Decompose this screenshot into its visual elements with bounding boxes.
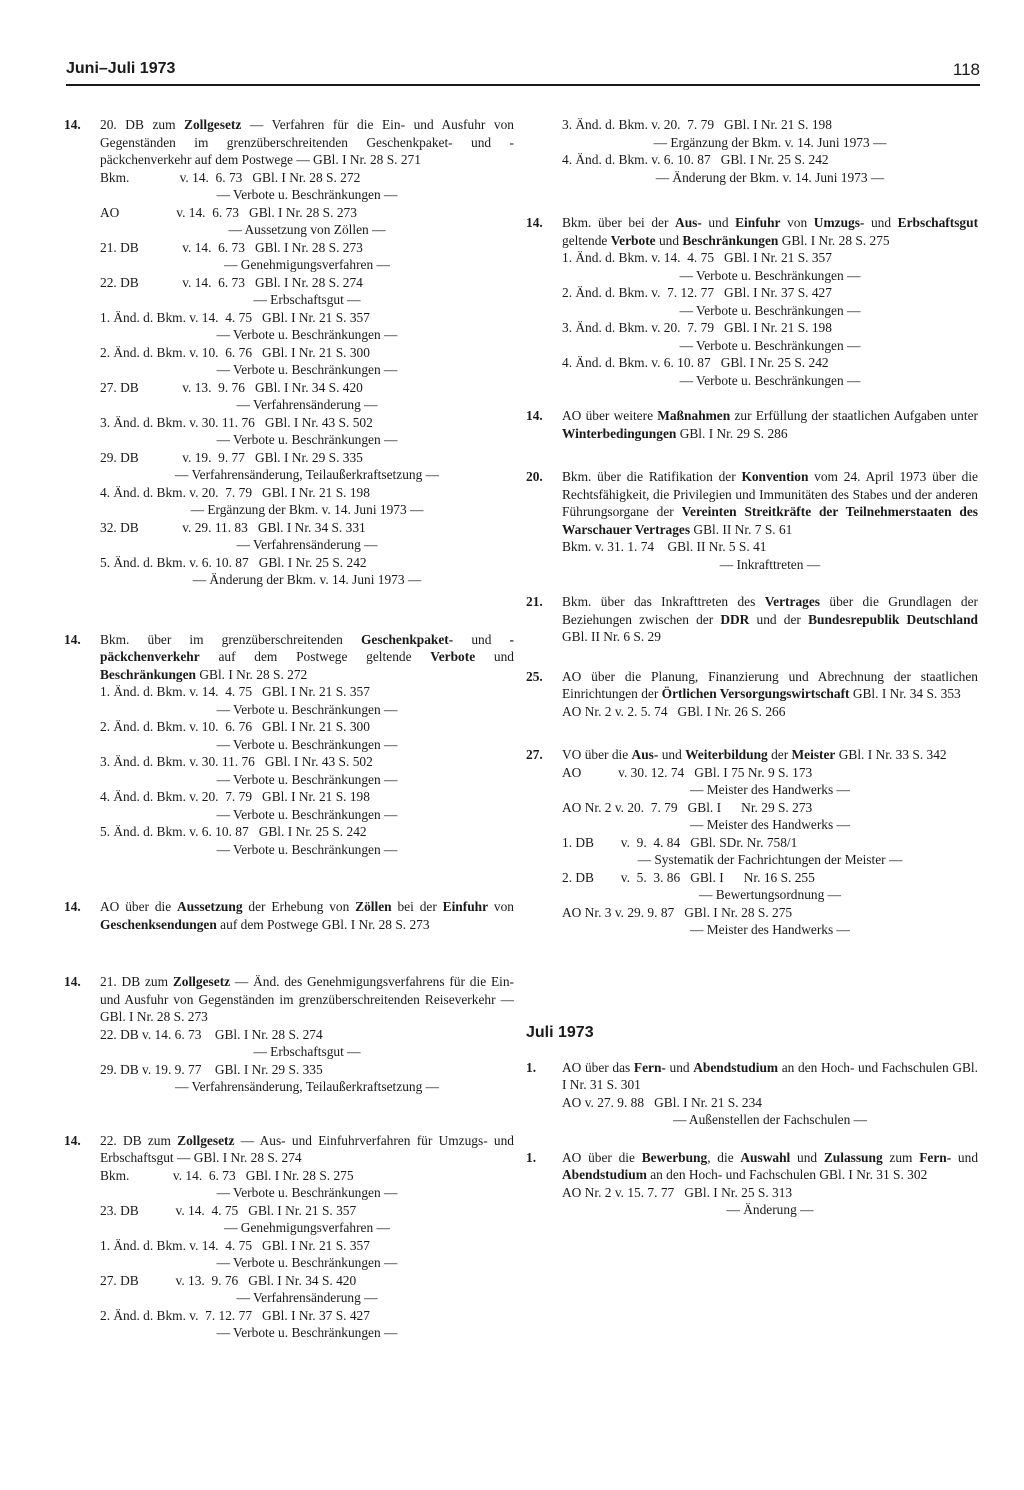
entry-title: AO über die Aussetzung der Erhebung von Zöllen bei der Einfuhr von Geschenksendungen auf dem Postwege GBl. I Nr. 28 S. 273 <box>100 899 514 932</box>
amendment-note: — Ergänzung der Bkm. v. 14. Juni 1973 — <box>653 134 887 150</box>
amendment-note: — Verbote u. Beschränkungen — <box>216 432 398 447</box>
amendment-reference: 2. Änd. d. Bkm. v. 7. 12. 77 GBl. I Nr. 37 S. 427 <box>100 1307 370 1323</box>
amendment-reference: 2. DB v. 5. 3. 86 GBl. I Nr. 16 S. 255 <box>562 869 815 885</box>
amendment-reference: AO Nr. 2 v. 15. 7. 77 GBl. I Nr. 25 S. 313 <box>562 1184 793 1200</box>
register-entry <box>526 468 978 573</box>
register-entry <box>526 1023 978 1043</box>
amendment-reference: AO v. 27. 9. 88 GBl. I Nr. 21 S. 234 <box>562 1094 762 1110</box>
entry-day: 14. <box>64 117 81 132</box>
amendment-note: — Inkrafttreten — <box>719 556 821 572</box>
amendment-note: — Änderung — <box>726 1202 814 1217</box>
amendment-reference: AO Nr. 2 v. 2. 5. 74 GBl. I Nr. 26 S. 266 <box>562 703 786 719</box>
entry-title: 20. DB zum Zollgesetz — Verfahren für die Ein- und Ausfuhr von Gegenständen im grenzüberschreitenden Geschenkpaket- und -päckchenverkehr auf dem Postwege — GBl. I Nr. 28 S. 271 <box>100 117 514 167</box>
entry-day: 21. <box>526 594 543 609</box>
amendment-reference: 1. Änd. d. Bkm. v. 14. 4. 75 GBl. I Nr. 21 S. 357 <box>100 684 370 699</box>
amendment-note: — Aussetzung von Zöllen — <box>228 222 386 237</box>
register-entry <box>64 116 514 589</box>
entry-title: Bkm. über die Ratifikation der Konvention vom 24. April 1973 über die Rechtsfähigkeit, die Privilegien und Immunitäten des Stabes und der anderen Führungsorgane der Vereinten Streitkräfte der Teilnehmerstaaten des Warschauer Vertrages GBl. II Nr. 7 S. 61 <box>562 469 979 537</box>
amendment-reference: AO v. 30. 12. 74 GBl. I 75 Nr. 9 S. 173 <box>562 764 813 780</box>
amendment-reference: 1. DB v. 9. 4. 84 GBl. SDr. Nr. 758/1 <box>562 834 798 850</box>
amendment-note: — Verfahrensänderung, Teilaußerkraftsetzung — <box>174 467 440 482</box>
amendment-note: — Verbote u. Beschränkungen — <box>679 302 861 318</box>
amendment-reference: 4. Änd. d. Bkm. v. 6. 10. 87 GBl. I Nr. 25 S. 242 <box>562 152 829 167</box>
entry-day: 20. <box>526 469 543 484</box>
register-entry <box>64 1132 514 1342</box>
amendment-reference: 2. Änd. d. Bkm. v. 10. 6. 76 GBl. I Nr. 21 S. 300 <box>100 719 370 734</box>
amendment-note: — Verfahrensänderung — <box>236 1290 378 1305</box>
register-entry <box>526 407 978 442</box>
amendment-note: — Verbote u. Beschränkungen — <box>679 372 861 388</box>
entry-day: 14. <box>526 215 543 230</box>
amendment-note: — Verfahrensänderung, Teilaußerkraftsetzung — <box>174 1079 440 1094</box>
amendment-reference: 4. Änd. d. Bkm. v. 20. 7. 79 GBl. I Nr. 21 S. 198 <box>100 484 370 500</box>
entry-day: 14. <box>64 974 81 989</box>
register-entry <box>526 1149 978 1219</box>
register-entry <box>64 631 514 859</box>
amendment-note: — Verfahrensänderung — <box>236 537 378 552</box>
register-entry <box>526 593 978 646</box>
amendment-reference: 29. DB v. 19. 9. 77 GBl. I Nr. 29 S. 335 <box>100 1061 323 1077</box>
entry-day: 1. <box>526 1149 537 1165</box>
register-entry <box>64 898 514 933</box>
amendment-reference: 22. DB v. 14. 6. 73 GBl. I Nr. 28 S. 274 <box>100 1026 323 1042</box>
register-entry <box>526 668 978 721</box>
entry-title: 22. DB zum Zollgesetz — Aus- und Einfuhrverfahren für Umzugs- und Erbschaftsgut — GBl. I Nr. 28 S. 274 <box>100 1132 514 1165</box>
amendment-note: — Verbote u. Beschränkungen — <box>216 841 398 857</box>
amendment-reference: AO Nr. 2 v. 20. 7. 79 GBl. I Nr. 29 S. 273 <box>562 799 813 815</box>
amendment-reference: 4. Änd. d. Bkm. v. 20. 7. 79 GBl. I Nr. 21 S. 198 <box>100 789 370 804</box>
amendment-note: — Meister des Handwerks — <box>690 922 850 937</box>
amendment-note: — Meister des Handwerks — <box>690 782 850 797</box>
amendment-note: — Verbote u. Beschränkungen — <box>216 1325 398 1340</box>
register-entry <box>64 973 514 1096</box>
amendment-reference: Bkm. v. 14. 6. 73 GBl. I Nr. 28 S. 275 <box>100 1167 354 1183</box>
page-number: 118 <box>952 60 980 79</box>
amendment-note: — Systematik der Fachrichtungen der Meister — <box>637 852 903 867</box>
amendment-note: — Meister des Handwerks — <box>690 817 850 832</box>
amendment-reference: AO Nr. 3 v. 29. 9. 87 GBl. I Nr. 28 S. 275 <box>562 904 793 920</box>
amendment-reference: 1. Änd. d. Bkm. v. 14. 4. 75 GBl. I Nr. 21 S. 357 <box>100 1237 370 1253</box>
amendment-note: — Änderung der Bkm. v. 14. Juni 1973 — <box>192 572 422 587</box>
amendment-reference: 32. DB v. 29. 11. 83 GBl. I Nr. 34 S. 331 <box>100 519 366 535</box>
amendment-reference: 1. Änd. d. Bkm. v. 14. 4. 75 GBl. I Nr. 21 S. 357 <box>562 250 832 265</box>
amendment-note: — Verbote u. Beschränkungen — <box>216 701 398 717</box>
amendment-note: — Verbote u. Beschränkungen — <box>216 187 398 202</box>
amendment-note: — Erbschaftsgut — <box>253 1044 361 1059</box>
entry-title: VO über die Aus- und Weiterbildung der Meister GBl. I Nr. 33 S. 342 <box>562 747 947 762</box>
amendment-note: — Außenstellen der Fachschulen — <box>672 1112 868 1127</box>
entry-day: 25. <box>526 668 543 684</box>
entry-day: 14. <box>64 1132 81 1148</box>
entry-title: AO über weitere Maßnahmen zur Erfüllung der staatlichen Aufgaben unter Winterbedingungen GBl. I Nr. 29 S. 286 <box>562 408 978 441</box>
amendment-reference: 3. Änd. d. Bkm. v. 30. 11. 76 GBl. I Nr. 43 S. 502 <box>100 754 373 769</box>
amendment-note: — Bewertungsordnung — <box>698 887 842 902</box>
amendment-reference: 2. Änd. d. Bkm. v. 10. 6. 76 GBl. I Nr. 21 S. 300 <box>100 344 370 360</box>
amendment-reference: 4. Änd. d. Bkm. v. 6. 10. 87 GBl. I Nr. 25 S. 242 <box>562 355 829 370</box>
amendment-note: — Erbschaftsgut — <box>253 292 361 307</box>
amendment-reference: 1. Änd. d. Bkm. v. 14. 4. 75 GBl. I Nr. 21 S. 357 <box>100 309 370 325</box>
amendment-reference: Bkm. v. 14. 6. 73 GBl. I Nr. 28 S. 272 <box>100 169 361 185</box>
amendment-note: — Verbote u. Beschränkungen — <box>216 806 398 822</box>
register-entry <box>526 116 978 186</box>
amendment-reference: 2. Änd. d. Bkm. v. 7. 12. 77 GBl. I Nr. 37 S. 427 <box>562 285 832 300</box>
entry-title: AO über das Fern- und Abendstudium an den Hoch- und Fachschulen GBl. I Nr. 31 S. 301 <box>562 1059 979 1092</box>
page-header <box>66 58 980 86</box>
register-entry <box>526 746 978 939</box>
entry-title: Bkm. über im grenzüberschreitenden Geschenkpaket- und -päckchenverkehr auf dem Postwege geltende Verbote und Beschränkungen GBl. I Nr. 28 S. 272 <box>100 631 515 682</box>
amendment-reference: Bkm. v. 31. 1. 74 GBl. II Nr. 5 S. 41 <box>562 539 767 554</box>
amendment-note: — Verfahrensänderung — <box>236 397 378 412</box>
amendment-reference: 23. DB v. 14. 4. 75 GBl. I Nr. 21 S. 357 <box>100 1202 357 1218</box>
entry-day: 27. <box>526 747 543 762</box>
left-column <box>64 116 514 1342</box>
amendment-note: — Verbote u. Beschränkungen — <box>216 362 398 377</box>
amendment-note: — Verbote u. Beschränkungen — <box>679 267 861 283</box>
amendment-note: — Verbote u. Beschränkungen — <box>216 736 398 752</box>
amendment-note: — Verbote u. Beschränkungen — <box>216 771 398 787</box>
amendment-note: — Verbote u. Beschränkungen — <box>216 1255 398 1270</box>
amendment-reference: 27. DB v. 13. 9. 76 GBl. I Nr. 34 S. 420 <box>100 379 363 395</box>
running-head: Juni–Juli 1973 <box>66 60 176 77</box>
section-title: Juli 1973 <box>526 1023 594 1041</box>
entry-title: Bkm. über das Inkrafttreten des Vertrages über die Grundlagen der Beziehungen zwischen der DDR und der Bundesrepublik Deutschland GBl. II Nr. 6 S. 29 <box>562 594 978 644</box>
amendment-reference: 5. Änd. d. Bkm. v. 6. 10. 87 GBl. I Nr. 25 S. 242 <box>100 554 367 570</box>
amendment-reference: 3. Änd. d. Bkm. v. 20. 7. 79 GBl. I Nr. 21 S. 198 <box>562 320 832 335</box>
entry-day: 14. <box>64 899 81 914</box>
entry-day: 14. <box>526 408 543 423</box>
right-column <box>526 116 978 1219</box>
amendment-reference: AO v. 14. 6. 73 GBl. I Nr. 28 S. 273 <box>100 204 357 220</box>
amendment-note: — Änderung der Bkm. v. 14. Juni 1973 — <box>655 169 885 185</box>
amendment-note: — Genehmigungsverfahren — <box>224 257 390 272</box>
entry-title: Bkm. über bei der Aus- und Einfuhr von Umzugs- und Erbschaftsgut geltende Verbote und Beschränkungen GBl. I Nr. 28 S. 275 <box>562 215 979 248</box>
amendment-reference: 3. Änd. d. Bkm. v. 30. 11. 76 GBl. I Nr. 43 S. 502 <box>100 414 373 430</box>
amendment-reference: 27. DB v. 13. 9. 76 GBl. I Nr. 34 S. 420 <box>100 1272 357 1288</box>
amendment-note: — Verbote u. Beschränkungen — <box>216 327 398 342</box>
entry-title: AO über die Planung, Finanzierung und Abrechnung der staatlichen Einrichtungen der Örtlichen Versorgungswirtschaft GBl. I Nr. 34 S. 353 <box>562 668 978 701</box>
amendment-reference: 29. DB v. 19. 9. 77 GBl. I Nr. 29 S. 335 <box>100 449 363 465</box>
amendment-note: — Verbote u. Beschränkungen — <box>216 1185 398 1200</box>
register-entry <box>526 1059 978 1129</box>
amendment-note: — Ergänzung der Bkm. v. 14. Juni 1973 — <box>190 502 424 517</box>
entry-title: AO über die Bewerbung, die Auswahl und Zulassung zum Fern- und Abendstudium an den Hoch- und Fachschulen GBl. I Nr. 31 S. 302 <box>562 1149 979 1182</box>
amendment-note: — Genehmigungsverfahren — <box>224 1220 390 1235</box>
entry-day: 1. <box>526 1059 537 1075</box>
amendment-reference: 3. Änd. d. Bkm. v. 20. 7. 79 GBl. I Nr. 21 S. 198 <box>562 117 832 132</box>
amendment-reference: 22. DB v. 14. 6. 73 GBl. I Nr. 28 S. 274 <box>100 274 363 290</box>
entry-day: 14. <box>64 631 81 647</box>
amendment-reference: 5. Änd. d. Bkm. v. 6. 10. 87 GBl. I Nr. 25 S. 242 <box>100 824 367 839</box>
amendment-reference: 21. DB v. 14. 6. 73 GBl. I Nr. 28 S. 273 <box>100 239 363 255</box>
register-entry <box>526 214 978 389</box>
amendment-note: — Verbote u. Beschränkungen — <box>679 337 861 353</box>
entry-title: 21. DB zum Zollgesetz — Änd. des Genehmigungsverfahrens für die Ein- und Ausfuhr von Gegenständen im grenzüberschreitenden Reiseverkehr — GBl. I Nr. 28 S. 273 <box>100 974 515 1024</box>
